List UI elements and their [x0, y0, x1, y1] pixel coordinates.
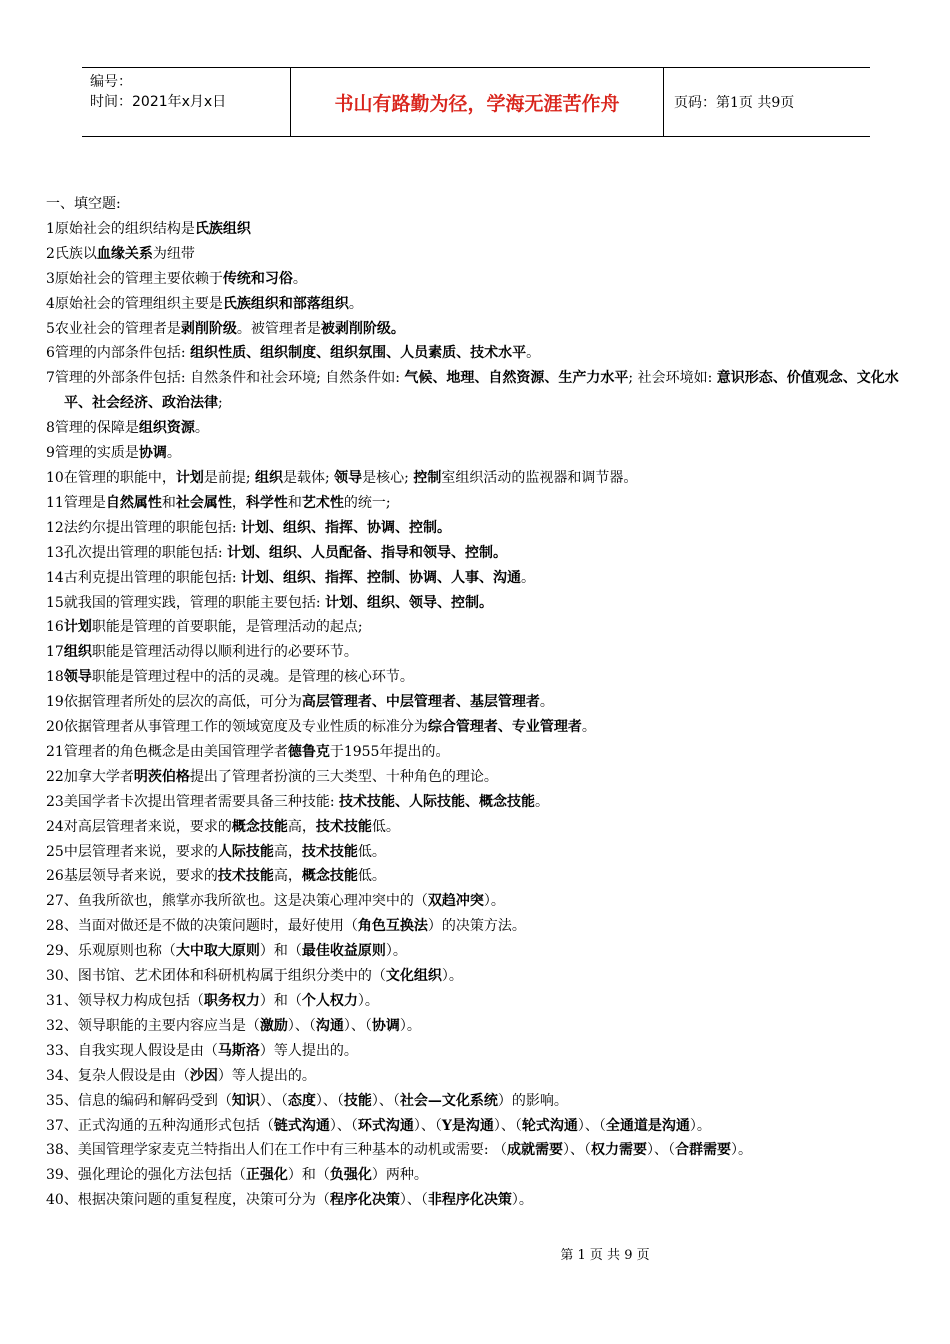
question-text: 19依据管理者所处的层次的高低，可分为 — [46, 694, 302, 711]
list-item — [46, 989, 908, 1014]
question-text: ）。 — [483, 893, 505, 910]
question-text: 31、领导权力构成包括（ — [46, 993, 204, 1009]
list-item — [46, 341, 908, 366]
answer-text: 被剥削阶级。 — [320, 320, 405, 337]
list-item — [46, 466, 908, 491]
question-text: 37、正式沟通的五种沟通形式包括（ — [46, 1117, 274, 1134]
question-text: 34、复杂人假设是由（ — [46, 1067, 190, 1084]
list-item — [46, 715, 908, 740]
list-item — [46, 914, 908, 939]
question-text: ， — [231, 494, 246, 511]
question-text: 3原始社会的管理主要依赖于 — [46, 270, 223, 287]
list-item — [46, 1138, 908, 1163]
question-text: 为纽带 — [152, 245, 195, 262]
question-text: ）、（ — [315, 1092, 344, 1109]
list-item — [46, 566, 908, 591]
question-text: ）、（ — [329, 1117, 358, 1134]
question-text: ）。 — [730, 1142, 752, 1159]
list-item — [46, 366, 908, 416]
question-text: 10在管理的职能中， — [46, 469, 176, 486]
question-text: 低。 — [357, 868, 386, 885]
answer-text: 轮式沟通 — [521, 1117, 578, 1134]
question-text: 24对高层管理者来说，要求的 — [46, 818, 232, 835]
list-item — [46, 1163, 908, 1188]
answer-text: 程序化决策 — [329, 1192, 400, 1209]
question-text: 30、图书馆、艺术团体和科研机构属于组织分类中的（ — [46, 968, 386, 985]
answer-text: 大中取大原则 — [175, 943, 260, 960]
answer-text: 负强化 — [329, 1167, 372, 1184]
answer-text: 最佳收益原则 — [301, 943, 386, 960]
question-text: 17 — [46, 644, 64, 661]
question-text: 11管理是 — [46, 494, 106, 511]
list-item — [46, 939, 908, 964]
list-item — [46, 889, 908, 914]
list-item — [46, 1188, 908, 1213]
question-text: 职能是管理过程中的活的灵魂。是管理的核心环节。 — [91, 669, 414, 686]
question-text: ）。 — [357, 993, 379, 1009]
question-text: ; — [218, 395, 223, 412]
number-label: 编号： — [90, 74, 132, 90]
answer-text: 艺术性 — [301, 494, 344, 511]
list-item — [46, 491, 908, 516]
answer-text: 计划 — [175, 469, 204, 486]
question-text: 4原始社会的管理组织主要是 — [46, 295, 223, 312]
answer-text: 计划、组织、指挥、控制、协调、人事、沟通 — [240, 569, 521, 586]
question-text: ）和（ — [287, 1167, 330, 1184]
answer-text: 环式沟通 — [357, 1117, 414, 1134]
question-text: 14古利克提出管理的职能包括: — [46, 569, 241, 586]
answer-text: 角色互换法 — [357, 918, 428, 935]
answer-text: 德鲁克 — [287, 743, 330, 760]
question-text: 8管理的保障是 — [46, 420, 139, 437]
question-text: ）。 — [441, 968, 463, 985]
list-item — [46, 591, 908, 616]
answer-text: 技术技能 — [315, 818, 372, 835]
question-text: ）、（ — [493, 1117, 522, 1134]
question-text: 。 — [534, 793, 549, 810]
question-text: ）、（ — [562, 1142, 591, 1159]
question-text: 。 — [581, 719, 596, 736]
question-text: 40、根据决策问题的重复程度，决策可分为（ — [46, 1192, 330, 1209]
list-item — [46, 840, 908, 865]
answer-text: 组织 — [63, 644, 92, 661]
answer-text: 权力需要 — [590, 1142, 647, 1159]
list-item — [46, 740, 908, 765]
question-text: 室组织活动的监视器和调节器。 — [441, 469, 638, 486]
list-item — [46, 441, 908, 466]
question-text: 21管理者的角色概念是由美国管理学者 — [46, 743, 288, 760]
answer-text: 文化组织 — [385, 968, 442, 985]
question-text: ）、（ — [413, 1117, 442, 1134]
answer-text: 高层管理者、中层管理者、基层管理者 — [301, 694, 540, 711]
question-text: 。 — [539, 694, 554, 711]
answer-text: 控制 — [413, 469, 442, 486]
list-item — [46, 1114, 908, 1139]
question-text: 高， — [273, 868, 302, 885]
answer-text: 明茨伯格 — [133, 768, 190, 785]
question-text: 22加拿大学者 — [46, 768, 134, 785]
answer-text: 计划、组织、领导、控制。 — [324, 594, 493, 611]
answer-text: 技术技能 — [217, 868, 274, 885]
question-text: ）。 — [399, 1017, 421, 1034]
list-item — [46, 217, 908, 242]
question-text: ）。 — [385, 943, 407, 960]
answer-text: 态度 — [287, 1092, 316, 1109]
answer-text: 计划、组织、人员配备、指导和领导、控制。 — [226, 544, 507, 561]
answer-text: 沟通 — [315, 1017, 344, 1034]
answer-text: 沙因 — [189, 1067, 218, 1084]
answer-text: 传统和习俗 — [222, 270, 293, 287]
question-text: 15就我国的管理实践，管理的职能主要包括: — [46, 594, 325, 611]
question-text: 于1955年提出的。 — [329, 743, 450, 760]
question-text: ）、（ — [371, 1092, 400, 1109]
question-text: 高， — [273, 843, 302, 860]
answer-text: 全通道是沟通 — [605, 1117, 690, 1134]
answer-text: 合群需要 — [674, 1142, 731, 1159]
question-text: 20依据管理者从事管理工作的领域宽度及专业性质的标准分为 — [46, 719, 428, 736]
section-title: 一、填空题: — [46, 196, 121, 212]
question-text: ）两种。 — [371, 1167, 428, 1184]
question-text: 35、信息的编码和解码受到（ — [46, 1092, 232, 1109]
question-text: 和 — [287, 494, 302, 511]
list-item — [46, 665, 908, 690]
page-footer: 第 1 页 共 9 页 — [560, 1248, 650, 1263]
question-text: ）和（ — [259, 943, 302, 960]
question-text: ）的决策方法。 — [427, 918, 526, 935]
list-item — [46, 790, 908, 815]
answer-text: 概念技能 — [301, 868, 358, 885]
question-text: 18 — [46, 669, 64, 686]
answer-text: 激励 — [259, 1017, 288, 1034]
header-meta — [82, 68, 290, 136]
question-text: 38、美国管理学家麦克兰特指出人们在工作中有三种基本的动机或需要: （ — [46, 1142, 507, 1159]
question-text: 的统一; — [343, 494, 391, 511]
question-text: 。 — [292, 270, 307, 287]
question-text: ）。 — [511, 1192, 533, 1209]
question-text: 9管理的实质是 — [46, 445, 139, 462]
list-item — [46, 615, 908, 640]
question-text: 28、当面对做还是不做的决策问题时，最好使用（ — [46, 918, 358, 935]
answer-text: 剥削阶级 — [180, 320, 237, 337]
answer-text: 氏族组织和部落组织 — [222, 295, 349, 312]
list-item — [46, 1064, 908, 1089]
fill-blank-list — [46, 217, 908, 1213]
answer-text: 综合管理者、专业管理者 — [427, 719, 582, 736]
list-item — [46, 541, 908, 566]
answer-text: 非程序化决策 — [427, 1192, 512, 1209]
answer-text: 科学性 — [245, 494, 288, 511]
question-text: 12法约尔提出管理的职能包括: — [46, 519, 241, 536]
question-text: ）等人提出的。 — [217, 1067, 316, 1084]
list-item — [46, 317, 908, 342]
question-text: 26基层领导者来说，要求的 — [46, 868, 218, 885]
question-text: 低。 — [371, 818, 400, 835]
question-text: 。 — [348, 295, 363, 312]
question-text: ; 社会环境如: — [628, 370, 717, 387]
time-label: 时间：2021年x月x日 — [90, 94, 227, 110]
list-item — [46, 516, 908, 541]
question-text: 7管理的外部条件包括: 自然条件和社会环境; 自然条件如: — [46, 370, 405, 387]
answer-text: 意识形态、价值观念、文化水平、社会经济、政治法律 — [64, 370, 899, 412]
question-text: 29、乐观原则也称（ — [46, 943, 176, 960]
answer-text: 社会—文化系统 — [399, 1092, 498, 1109]
question-text: ）、（ — [577, 1117, 606, 1134]
answer-text: 血缘关系 — [96, 245, 153, 262]
question-text: 16 — [46, 619, 64, 636]
answer-text: 概念技能 — [231, 818, 288, 835]
list-item — [46, 1039, 908, 1064]
list-item — [46, 690, 908, 715]
answer-text: 链式沟通 — [273, 1117, 330, 1134]
answer-text: 个人权力 — [301, 993, 358, 1009]
question-text: 。 — [194, 420, 209, 437]
question-text: ）的影响。 — [497, 1092, 568, 1109]
question-text: 39、强化理论的强化方法包括（ — [46, 1167, 246, 1184]
answer-text: 氏族组织 — [194, 220, 251, 237]
document-body — [46, 192, 908, 1213]
answer-text: 协调 — [371, 1017, 400, 1034]
question-text: 。 — [166, 445, 181, 462]
list-item — [46, 416, 908, 441]
question-text: 提出了管理者扮演的三大类型、十种角色的理论。 — [189, 768, 498, 785]
question-text: 高， — [287, 818, 316, 835]
question-text: 1原始社会的组织结构是 — [46, 220, 195, 237]
answer-text: 组织性质、组织制度、组织氛围、人员素质、技术水平 — [190, 345, 527, 362]
answer-text: 技术技能、人际技能、概念技能 — [338, 793, 535, 810]
question-text: ）、（ — [259, 1092, 288, 1109]
page-info-text: 页码：第1页 共9页 — [674, 95, 795, 111]
answer-text: 职务权力 — [203, 993, 260, 1009]
answer-text: 气候、地理、自然资源、生产力水平 — [404, 370, 629, 387]
answer-text: 技术技能 — [301, 843, 358, 860]
list-item — [46, 1089, 908, 1114]
question-text: ）。 — [689, 1117, 711, 1134]
question-text: ）等人提出的。 — [259, 1042, 358, 1059]
question-text: ）、（ — [287, 1017, 316, 1034]
page-header — [82, 67, 870, 137]
answer-text: 成就需要 — [506, 1142, 563, 1159]
question-text: ）和（ — [259, 993, 302, 1009]
question-text: 2氏族以 — [46, 245, 97, 262]
question-text: 是前提; — [203, 469, 255, 486]
list-item — [46, 242, 908, 267]
header-page-info — [664, 68, 870, 136]
list-item — [46, 1014, 908, 1039]
question-text: ）、（ — [399, 1192, 428, 1209]
question-text: 23美国学者卡次提出管理者需要具备三种技能: — [46, 793, 339, 810]
list-item — [46, 267, 908, 292]
answer-text: 知识 — [231, 1092, 260, 1109]
answer-text: 组织 — [255, 469, 283, 486]
question-text: 低。 — [357, 843, 386, 860]
answer-text: 计划、组织、指挥、协调、控制。 — [240, 519, 451, 536]
header-motto — [290, 68, 664, 136]
question-text: 32、领导职能的主要内容应当是（ — [46, 1017, 260, 1034]
list-item — [46, 765, 908, 790]
list-item — [46, 640, 908, 665]
question-text: 。 — [526, 345, 541, 362]
answer-text: 社会属性 — [175, 494, 232, 511]
question-text: 25中层管理者来说，要求的 — [46, 843, 218, 860]
answer-text: Y是沟通 — [441, 1117, 494, 1134]
question-text: 33、自我实现人假设是由（ — [46, 1042, 218, 1059]
answer-text: 人际技能 — [217, 843, 274, 860]
question-text: 职能是管理的首要职能，是管理活动的起点; — [91, 619, 363, 636]
question-text: 和 — [161, 494, 176, 511]
motto-text: 书山有路勤为径，学海无涯苦作舟 — [334, 92, 620, 115]
question-text: ）、（ — [343, 1017, 372, 1034]
question-text: ）、（ — [646, 1142, 675, 1159]
answer-text: 技能 — [343, 1092, 372, 1109]
question-text: 5农业社会的管理者是 — [46, 320, 181, 337]
question-text: 是载体; — [283, 469, 335, 486]
answer-text: 计划 — [63, 619, 92, 636]
answer-text: 正强化 — [245, 1167, 288, 1184]
answer-text: 领导 — [63, 669, 92, 686]
question-text: 6管理的内部条件包括: — [46, 345, 191, 362]
question-text: 。 — [520, 569, 535, 586]
answer-text: 自然属性 — [105, 494, 162, 511]
list-item — [46, 964, 908, 989]
question-text: 27、鱼我所欲也，熊掌亦我所欲也。这是决策心理冲突中的（ — [46, 893, 428, 910]
answer-text: 领导 — [334, 469, 363, 486]
answer-text: 组织资源 — [138, 420, 195, 437]
list-item — [46, 864, 908, 889]
answer-text: 协调 — [138, 445, 167, 462]
answer-text: 马斯洛 — [217, 1042, 260, 1059]
question-text: 职能是管理活动得以顺利进行的必要环节。 — [91, 644, 358, 661]
answer-text: 双趋冲突 — [427, 893, 484, 910]
list-item — [46, 815, 908, 840]
question-text: 。被管理者是 — [236, 320, 321, 337]
question-text: 是核心; — [362, 469, 414, 486]
list-item — [46, 292, 908, 317]
question-text: 13孔次提出管理的职能包括: — [46, 544, 227, 561]
